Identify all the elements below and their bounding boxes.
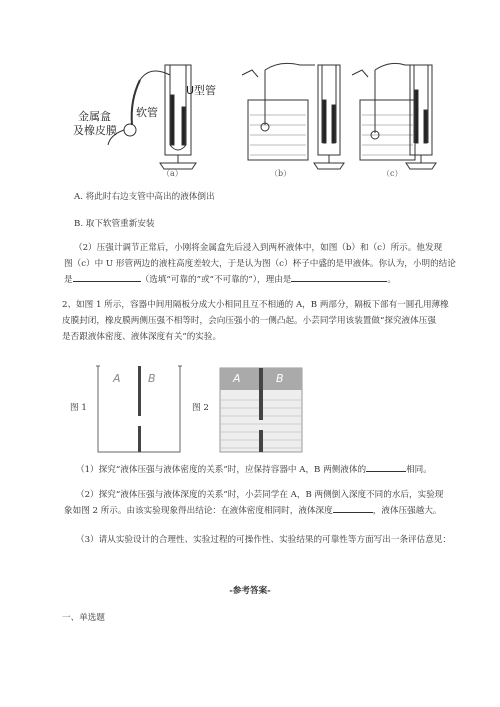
label-hose: 软管 — [136, 106, 158, 119]
label-rubber-film: 及橡皮膜 — [73, 124, 117, 137]
sub-question-3: （3）请从实验设计的合理性、实验过程的可操作性、实验结果的可靠性等方面写出一条评估意见： — [76, 535, 452, 545]
problem-2-block — [62, 297, 449, 345]
pressure-gauge-drawing — [70, 55, 440, 180]
caption-a: （a） — [162, 169, 183, 178]
option-a: A. 将此时右边支管中高出的液体倒出 — [74, 192, 215, 202]
sub-question-2-line-1: （2）探究“液体压强与液体深度的关系”时，小芸同学在 A，B 两侧倒入深度不同的水后，实验现 — [76, 490, 444, 500]
problem-2-line-1: 2、如图 1 所示，容器中间用隔板分成大小相同且互不相通的 A，B 两部分，隔板下部有一圆孔用薄橡 — [62, 300, 449, 310]
problem-2-line-3: 是否跟液体密度、液体深度有关”的实验。 — [62, 332, 222, 342]
figure-pressure-gauge — [70, 55, 440, 180]
sub-question-2-block — [64, 487, 443, 519]
section-heading: 一、单选题 — [62, 613, 105, 623]
answer-blank-reliability[interactable] — [73, 272, 141, 282]
label-u-tube: U型管 — [186, 84, 217, 97]
question-2-line-2: 图（c）中 U 形管两边的液柱高度差较大，于是认为图（c）杯子中盛的是甲液体。你认为，小明的结论 — [64, 259, 456, 269]
question-2-line-3: 是 （选填“可靠的”或“不可靠的”），理由是 。 — [64, 272, 456, 288]
caption-c: （c） — [382, 169, 403, 178]
option-b: B. 取下软管重新安装 — [74, 219, 155, 229]
sub-question-2-line-2: 象如图 2 所示。由该实验现象得出结论：在液体密度相同时，液体深度 ，液体压强越大。 — [64, 503, 443, 519]
question-2-line-1: （2）压强计调节正常后，小刚将金属盒先后浸入到两杯液体中，如图（b）和（c）所示。他发现 — [74, 243, 443, 253]
answer-heading: -参考答案- — [229, 586, 271, 596]
fig2-side-a: A — [233, 372, 241, 385]
label-metal-box: 金属盒 — [78, 110, 111, 123]
caption-b: （b） — [270, 169, 292, 178]
question-2-block — [64, 240, 456, 288]
answer-blank-2[interactable] — [333, 503, 373, 513]
answer-blank-reason[interactable] — [291, 272, 387, 282]
fig2-side-b: B — [276, 372, 284, 385]
figure-2-label: 图 2 — [192, 403, 209, 413]
fig1-side-a: A — [113, 372, 121, 385]
figure-1-label: 图 1 — [70, 403, 87, 413]
problem-2-line-2: 皮膜封闭，橡皮膜两侧压强不相等时，会向压强小的一侧凸起。小芸同学用该装置做“探究液体压强 — [62, 316, 436, 326]
answer-blank-1[interactable] — [366, 462, 406, 472]
fig1-side-b: B — [148, 372, 156, 385]
sub-question-1: （1）探究“液体压强与液体密度的关系”时，应保持容器中 A，B 两侧液体的 相同。 — [76, 462, 432, 477]
